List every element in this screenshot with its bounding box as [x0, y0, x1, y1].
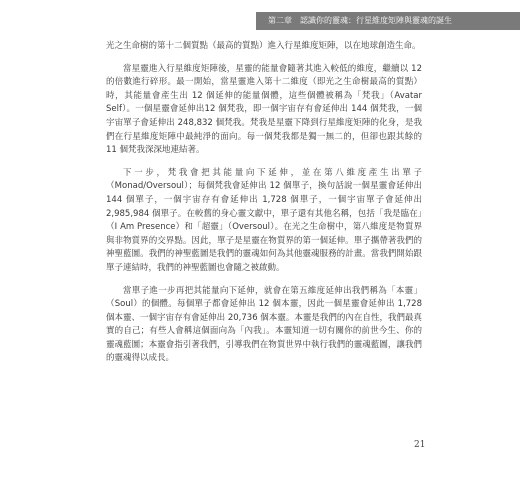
paragraph: 當單子進一步再把其能量向下延伸，就會在第五維度延伸出我們稱為「本靈」（Soul）的個體。每個單子都會延伸出 12 個本靈，因此一個星靈會延伸出 1,728 個本靈、一個宇宙存有會延伸出 20,736 個本靈。本靈是我們的內在自性，我們最真實的自己；有些人會稱這個面向為「內我」。本靈知道一切有關你的前世今生、你的靈魂藍圖；本靈會指引著我們，引導我們在物質世界中執行我們的靈魂藍圖，讓我們的靈魂得以成長。: [106, 285, 422, 364]
body-text: [106, 40, 422, 375]
page-number: 21: [414, 440, 426, 450]
chapter-header: [256, 12, 520, 30]
paragraph: 光之生命樹的第十二個質點（最高的質點）進入行星維度矩陣，以在地球創造生命。: [106, 41, 421, 51]
paragraph: 當星靈進入行星維度矩陣後，星靈的能量會隨著其進入較低的維度，繼續以 12 的倍數進行碎形。最一開始，當星靈進入第十二維度（即光之生命樹最高的質點）時，其能量會產生出 12 個延伸的能量個體，這些個體被稱為「梵我」（Avatar Self）。一個星靈會延伸出12 個梵我，即一個宇宙存有會延伸出 144 個梵我，一個宇宙單子會延伸出 248,832 個梵我。梵我是星靈下降到行星維度矩陣的化身，是我們在行星維度矩陣中最純淨的面向。每一個梵我都是獨一無二的，但卻也跟其餘的 11 個梵我深深地連結著。: [106, 63, 422, 156]
chapter-title: 第二章 認識你的靈魂：行星維度矩陣與靈魂的誕生: [268, 16, 452, 25]
paragraph: 下一步，梵我會把其能量向下延伸，並在第八維度產生出單子（Monad/Oversoul）；每個梵我會延伸出 12 個單子，換句話說一個星靈會延伸出 144 個單子，一個宇宙存有會延伸出 1,728 個單子，一個宇宙單子會延伸出 2,985,984 個單子。在較舊的身心靈文獻中，單子還有其他名稱，包括「我是臨在」（I Am Presence）和「超靈」（Oversoul）。在光之生命樹中，第八維度是物質界與非物質界的交界點。因此，單子是星靈在物質界的第一個延伸。單子攜帶著我們的神聖藍圖。我們的神聖藍圖是我們的靈魂如何為其他靈魂服務的計畫。當我們開始跟單子連結時，我們的神聖藍圖也會隨之被啟動。: [106, 167, 422, 273]
